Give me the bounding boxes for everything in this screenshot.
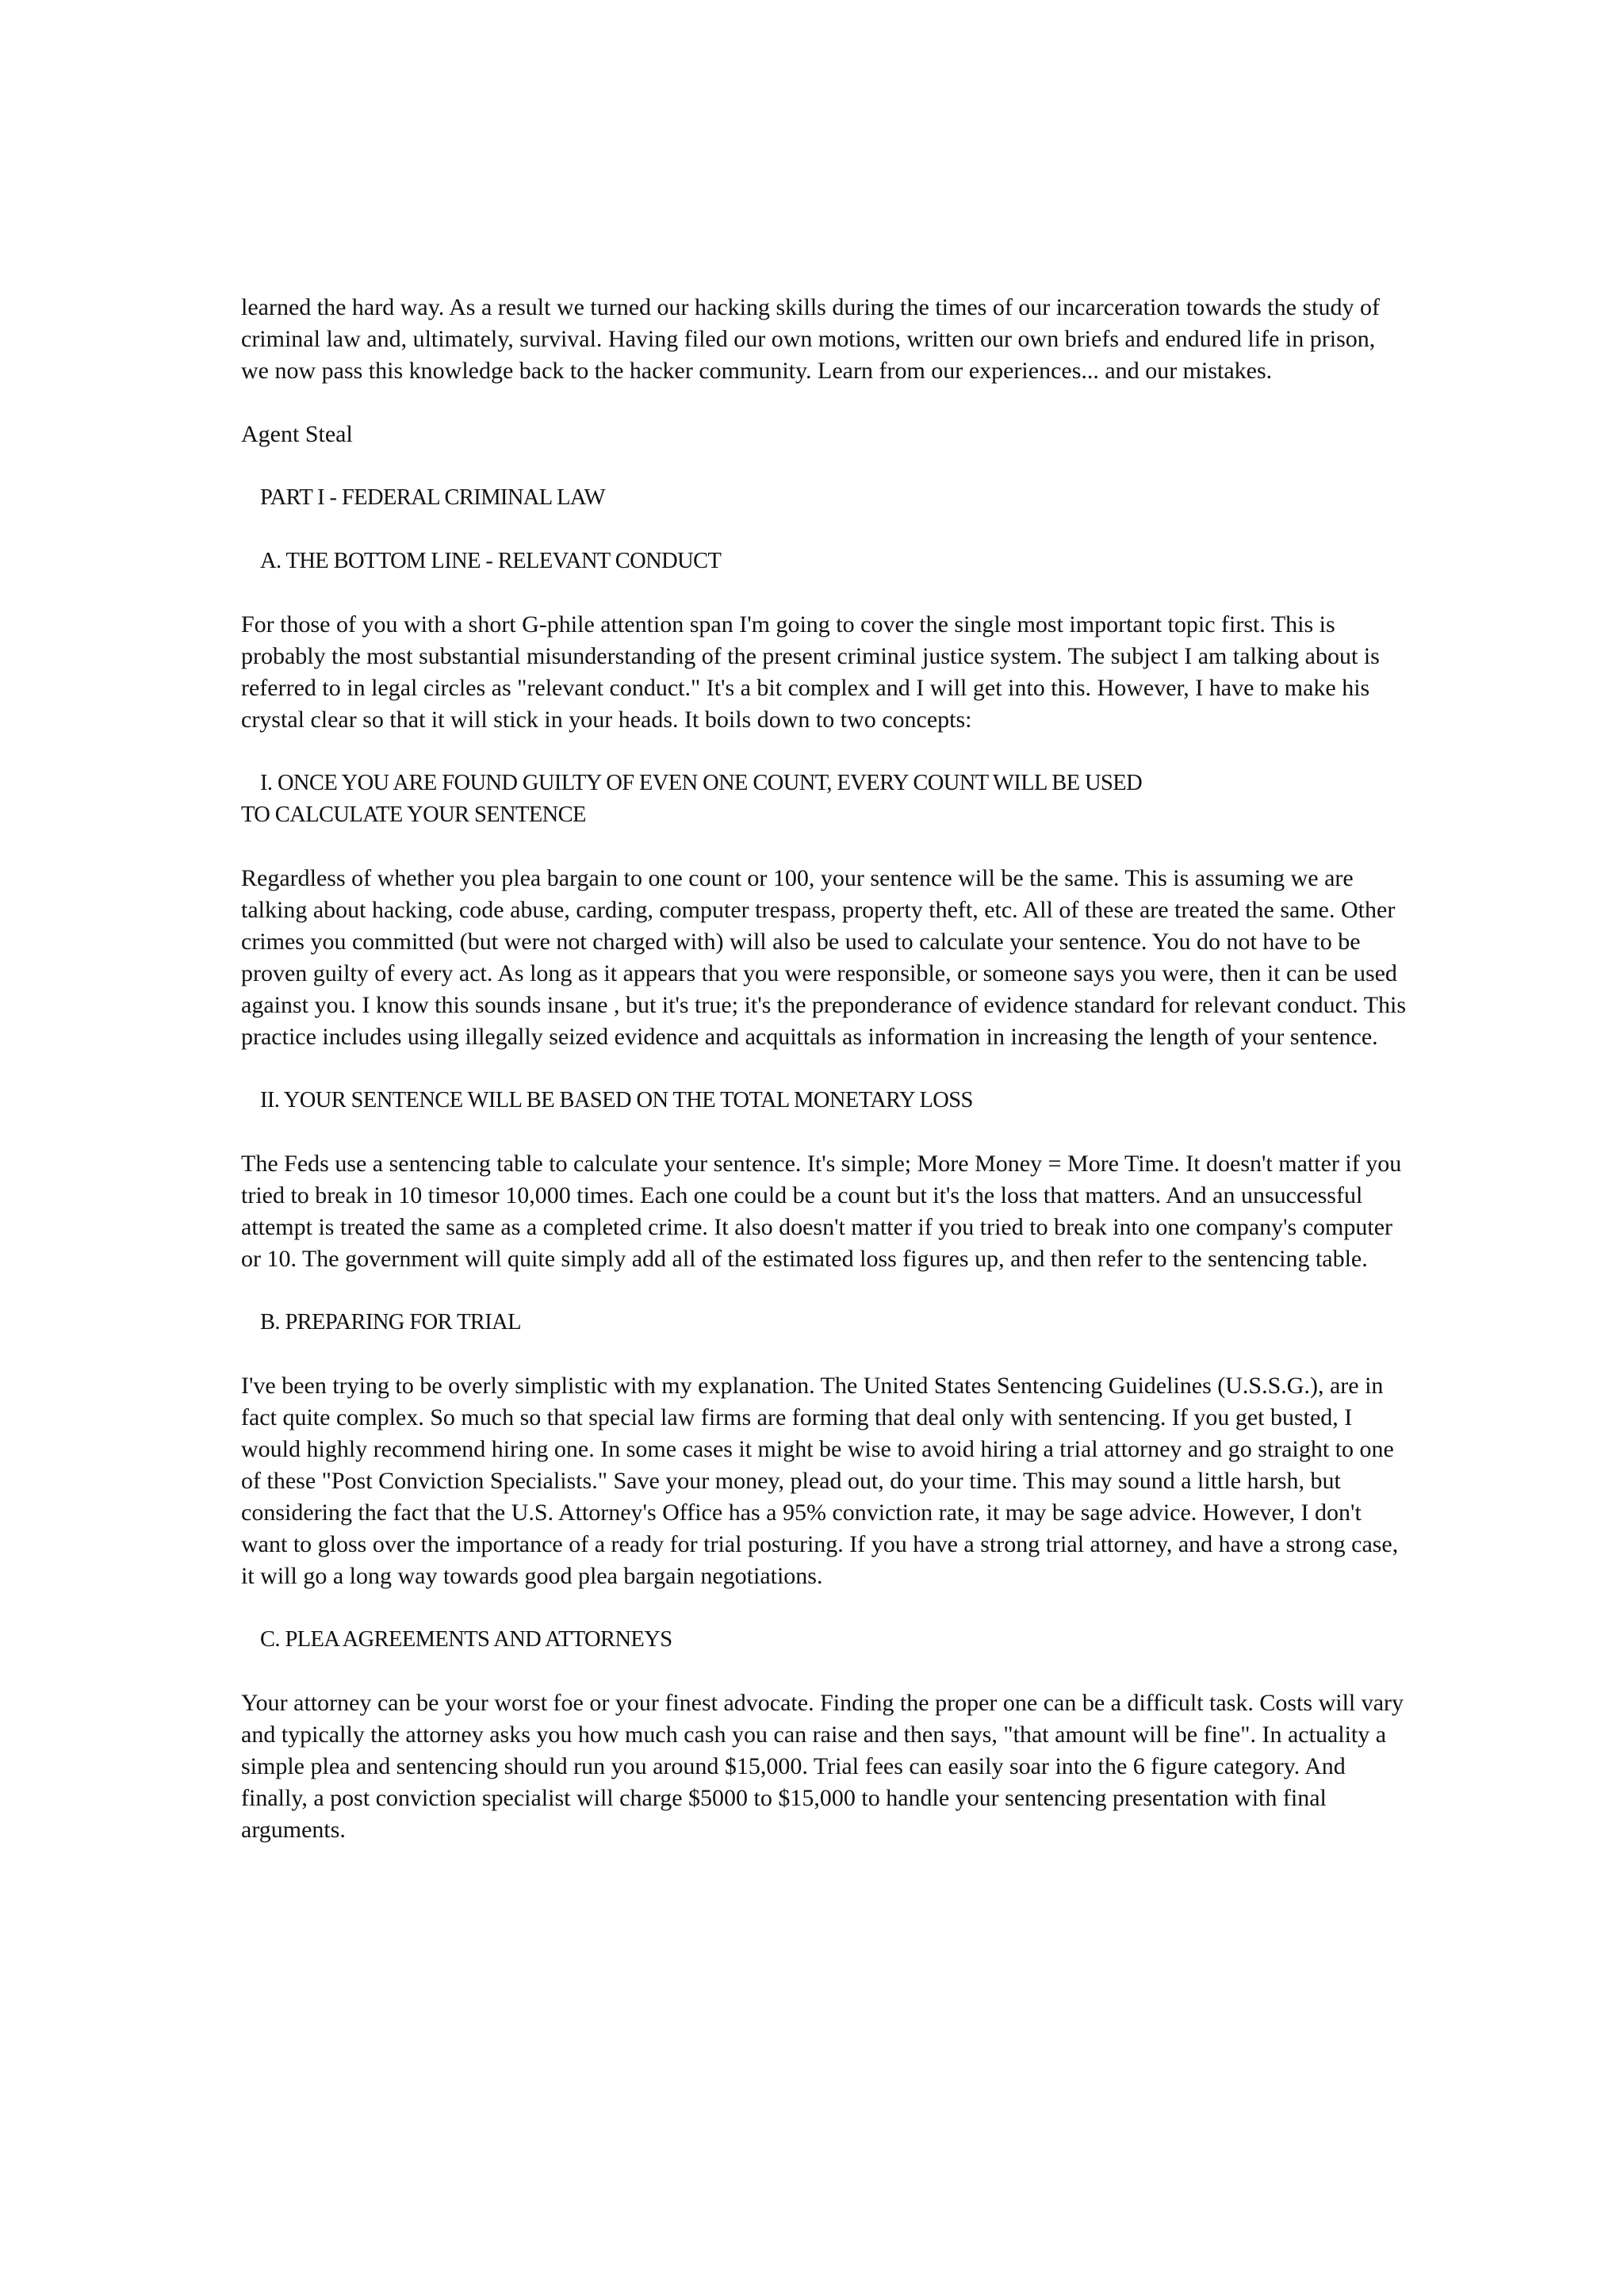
concept-ii-heading: II. YOUR SENTENCE WILL BE BASED ON THE TOTAL MONETARY LOSS bbox=[260, 1088, 973, 1113]
section-a-paragraph: For those of you with a short G-phile attention span I'm going to cover the single most important topic first. This is probably the most substantial misunderstanding of the present criminal justice system. The subject I am talking about is referred to in legal circles as "relevant conduct." It's a bit complex and I will get into this. However, I have to make his crystal clear so that it will stick in your heads. It boils down to two concepts: bbox=[241, 611, 1380, 733]
concept-i-paragraph: Regardless of whether you plea bargain to one count or 100, your sentence will be the same. This is assuming we are talking about hacking, code abuse, carding, computer trespass, property theft, etc. All of these are treated the same. Other crimes you committed (but were not charged with) will also be used to calculate your sentence. You do not have to be proven guilty of every act. As long as it appears that you were responsible, or someone says you were, then it can be used against you. I know this sounds insane , but it's true; it's the preponderance of evidence standard for relevant conduct. This practice includes using illegally seized evidence and acquittals as information in increasing the length of your sentence. bbox=[241, 865, 1407, 1050]
concept-i-heading bbox=[241, 768, 1407, 831]
section-c-heading: C. PLEA AGREEMENTS AND ATTORNEYS bbox=[260, 1627, 672, 1652]
intro-paragraph: learned the hard way. As a result we turned our hacking skills during the times of our incarceration towards the study of criminal law and, ultimately, survival. Having filed our own motions, written our own briefs and endured life in prison, we now pass this knowledge back to the hacker community. Learn from our experiences... and our mistakes. bbox=[241, 294, 1380, 384]
document-page bbox=[241, 292, 1407, 1846]
concept-ii-paragraph: The Feds use a sentencing table to calculate your sentence. It's simple; More Money = More Time. It doesn't matter if you tried to break in 10 timesor 10,000 times. Each one could be a count but it's the loss that matters. And an unsuccessful attempt is treated the same as a completed crime. It also doesn't matter if you tried to break into one company's computer or 10. The government will quite simply add all of the estimated loss figures up, and then refer to the sentencing table. bbox=[241, 1151, 1402, 1272]
concept-i-heading-line1: I. ONCE YOU ARE FOUND GUILTY OF EVEN ONE COUNT, EVERY COUNT WILL BE USED bbox=[260, 771, 1143, 795]
section-a-heading: A. THE BOTTOM LINE - RELEVANT CONDUCT bbox=[260, 549, 722, 573]
signature: Agent Steal bbox=[241, 421, 353, 447]
section-b-paragraph: I've been trying to be overly simplistic with my explanation. The United States Sentencing Guidelines (U.S.S.G.), are in fact quite complex. So much so that special law firms are forming that deal only with sentencing. If you get busted, I would highly recommend hiring one. In some cases it might be wise to avoid hiring a trial attorney and go straight to one of these "Post Conviction Specialists." Save your money, plead out, do your time. This may sound a little harsh, but considering the fact that the U.S. Attorney's Office has a 95% conviction rate, it may be sage advice. However, I don't want to gloss over the importance of a ready for trial posturing. If you have a strong trial attorney, and have a strong case, it will go a long way towards good plea bargain negotiations. bbox=[241, 1373, 1399, 1589]
part-heading: PART I - FEDERAL CRIMINAL LAW bbox=[260, 485, 605, 510]
section-b-heading: B. PREPARING FOR TRIAL bbox=[260, 1310, 521, 1335]
section-c-paragraph: Your attorney can be your worst foe or your finest advocate. Finding the proper one can be a difficult task. Costs will vary and typically the attorney asks you how much cash you can raise and then says, "that amount will be fine". In actuality a simple plea and sentencing should run you around $15,000. Trial fees can easily soar into the 6 figure category. And finally, a post conviction specialist will charge $5000 to $15,000 to handle your sentencing presentation with final arguments. bbox=[241, 1690, 1404, 1843]
concept-i-heading-line2: TO CALCULATE YOUR SENTENCE bbox=[241, 802, 586, 827]
